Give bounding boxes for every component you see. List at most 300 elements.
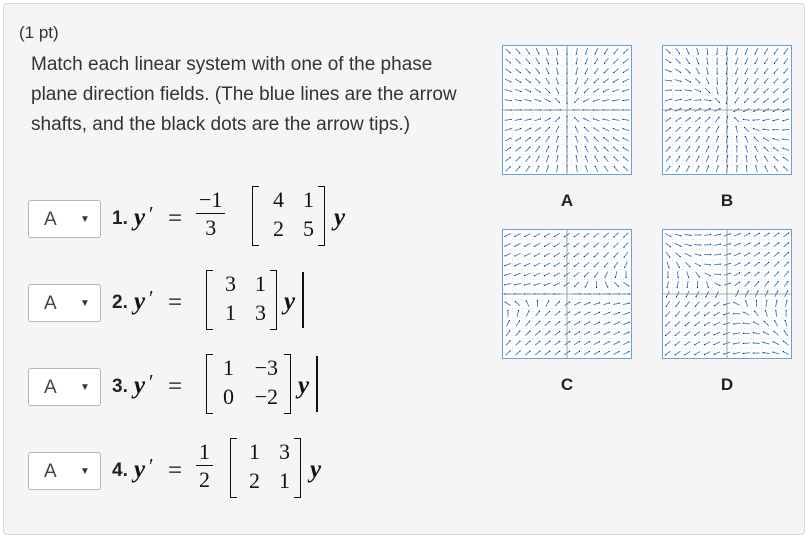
arrow-tip bbox=[576, 63, 577, 64]
arrow-tip bbox=[613, 91, 614, 92]
arrow-tip bbox=[530, 100, 531, 101]
arrow-tip bbox=[529, 350, 530, 351]
arrow-shaft bbox=[623, 322, 629, 324]
arrow-shaft bbox=[535, 89, 540, 93]
arrow-shaft bbox=[685, 262, 690, 267]
arrow-tip bbox=[699, 127, 700, 128]
arrow-shaft bbox=[784, 331, 788, 336]
arrow-shaft bbox=[614, 282, 619, 287]
arrow-shaft bbox=[546, 166, 548, 172]
arrow-tip bbox=[783, 157, 784, 158]
arrow-shaft bbox=[515, 273, 521, 275]
arrow-tip bbox=[579, 293, 580, 294]
arrow-tip bbox=[694, 315, 695, 316]
arrow-tip bbox=[684, 335, 685, 336]
arrow-tip bbox=[680, 127, 681, 128]
arrow-shaft bbox=[515, 233, 521, 236]
arrow-tip bbox=[783, 111, 784, 112]
arrow-tip bbox=[524, 293, 525, 294]
arrow-tip bbox=[510, 166, 511, 167]
arrow-tip bbox=[763, 101, 764, 102]
equals-sign: = bbox=[168, 457, 183, 484]
arrow-shaft bbox=[595, 272, 599, 277]
field-label-c: C bbox=[560, 375, 574, 394]
arrow-tip bbox=[510, 100, 511, 101]
arrow-tip bbox=[679, 166, 680, 167]
arrow-tip bbox=[569, 321, 570, 322]
arrow-shaft bbox=[774, 88, 779, 92]
arrow-tip bbox=[756, 300, 757, 301]
arrow-shaft bbox=[614, 233, 619, 237]
arrow-tip bbox=[585, 156, 586, 157]
arrow-shaft bbox=[623, 342, 629, 345]
arrow-shaft bbox=[764, 78, 768, 83]
arrow-shaft bbox=[714, 283, 720, 286]
arrow-shaft bbox=[716, 146, 718, 152]
arrow-tip bbox=[510, 72, 511, 73]
arrow-shaft bbox=[594, 78, 599, 83]
arrow-shaft bbox=[545, 321, 550, 325]
arrow-shaft bbox=[744, 272, 749, 276]
arrow-shaft bbox=[594, 342, 600, 345]
arrow-shaft bbox=[666, 147, 670, 152]
arrow-shaft bbox=[726, 156, 727, 162]
arrow-tip bbox=[680, 256, 681, 257]
arrow-tip bbox=[585, 63, 586, 64]
arrow-shaft bbox=[736, 48, 738, 54]
arrow-tip bbox=[755, 53, 756, 54]
arrow-shaft bbox=[604, 233, 609, 237]
arrow-tip bbox=[509, 340, 510, 341]
arrow-shaft bbox=[623, 332, 629, 335]
arrow-tip bbox=[774, 63, 775, 64]
arrow-shaft bbox=[613, 119, 619, 120]
arrow-shaft bbox=[613, 313, 619, 315]
arrow-tip bbox=[753, 128, 754, 129]
arrow-tip bbox=[698, 63, 699, 64]
arrow-shaft bbox=[623, 148, 628, 152]
arrow-tip bbox=[695, 306, 696, 307]
arrow-tip bbox=[709, 92, 710, 93]
arrow-shaft bbox=[753, 120, 759, 121]
arrow-tip bbox=[726, 103, 727, 104]
arrow-tip bbox=[743, 322, 744, 323]
arrow-tip bbox=[733, 333, 734, 334]
arrow-tip bbox=[584, 246, 585, 247]
arrow-tip bbox=[665, 354, 666, 355]
arrow-shaft bbox=[675, 331, 680, 335]
arrow-shaft bbox=[525, 243, 531, 246]
scalar-fraction bbox=[196, 438, 213, 493]
arrow-shaft bbox=[506, 167, 511, 172]
arrow-shaft bbox=[666, 49, 671, 54]
arrow-shaft bbox=[604, 138, 609, 142]
arrow-tip bbox=[727, 146, 728, 147]
arrow-shaft bbox=[754, 263, 759, 267]
arrow-shaft bbox=[696, 68, 699, 74]
arrow-shaft bbox=[773, 119, 779, 121]
arrow-tip bbox=[723, 344, 724, 345]
arrow-shaft bbox=[716, 87, 718, 93]
arrow-tip bbox=[540, 127, 541, 128]
arrow-shaft bbox=[545, 88, 550, 93]
arrow-tip bbox=[520, 350, 521, 351]
arrow-shaft bbox=[687, 281, 688, 287]
arrow-shaft bbox=[505, 157, 510, 161]
arrow-shaft bbox=[765, 58, 768, 63]
arrow-shaft bbox=[535, 321, 540, 326]
arrow-shaft bbox=[575, 98, 580, 103]
arrow-shaft bbox=[584, 332, 590, 335]
arrow-tip bbox=[666, 287, 667, 288]
arrow-shaft bbox=[766, 301, 767, 307]
arrow-shaft bbox=[516, 331, 520, 336]
arrow-shaft bbox=[675, 80, 681, 82]
arrow-tip bbox=[778, 271, 779, 272]
arrow-shaft bbox=[744, 127, 749, 132]
arrow-tip bbox=[710, 244, 711, 245]
arrow-shaft bbox=[675, 234, 681, 236]
arrow-shaft bbox=[554, 273, 560, 276]
arrow-tip bbox=[784, 53, 785, 54]
arrow-tip bbox=[540, 101, 541, 102]
arrow-shaft bbox=[763, 342, 769, 344]
arrow-tip bbox=[689, 127, 690, 128]
arrow-tip bbox=[729, 253, 730, 254]
arrow-tip bbox=[710, 234, 711, 235]
arrow-shaft bbox=[675, 321, 680, 325]
arrow-tip bbox=[729, 243, 730, 244]
arrow-tip bbox=[729, 263, 730, 264]
arrow-tip bbox=[675, 354, 676, 355]
arrow-shaft bbox=[584, 262, 589, 266]
arrow-tip bbox=[743, 343, 744, 344]
arrow-tip bbox=[629, 312, 630, 313]
arrow-tip bbox=[748, 281, 749, 282]
arrow-tip bbox=[569, 351, 570, 352]
arrow-tip bbox=[559, 351, 560, 352]
arrow-tip bbox=[594, 146, 595, 147]
arrow-tip bbox=[566, 63, 567, 64]
arrow-tip bbox=[544, 275, 545, 276]
arrow-tip bbox=[539, 137, 540, 138]
arrow-tip bbox=[504, 236, 505, 237]
arrow-shaft bbox=[705, 127, 709, 132]
arrow-tip bbox=[749, 272, 750, 273]
arrow-tip bbox=[699, 146, 700, 147]
chevron-down-icon: ▼ bbox=[80, 298, 90, 309]
matrix-cell: 2 bbox=[273, 216, 284, 241]
arrow-shaft bbox=[696, 156, 699, 162]
arrow-shaft bbox=[755, 48, 758, 54]
arrow-tip bbox=[754, 137, 755, 138]
arrow-shaft bbox=[734, 343, 740, 344]
arrow-tip bbox=[529, 72, 530, 73]
arrow-shaft bbox=[584, 253, 589, 257]
arrow-shaft bbox=[764, 253, 769, 257]
arrow-tip bbox=[623, 247, 624, 248]
arrow-tip bbox=[599, 302, 600, 303]
arrow-tip bbox=[566, 146, 567, 147]
arrow-tip bbox=[604, 166, 605, 167]
matrix-cell: 5 bbox=[303, 216, 314, 241]
arrow-shaft bbox=[726, 117, 727, 123]
arrow-tip bbox=[675, 315, 676, 316]
arrow-tip bbox=[609, 341, 610, 342]
matrix-bracket-left bbox=[252, 186, 259, 246]
matrix-cell: 1 bbox=[279, 468, 290, 493]
arrow-shaft bbox=[585, 78, 589, 83]
arrow-tip bbox=[539, 82, 540, 83]
arrow-tip bbox=[550, 101, 551, 102]
arrow-shaft bbox=[536, 166, 539, 172]
arrow-shaft bbox=[734, 352, 740, 353]
arrow-shaft bbox=[695, 263, 701, 266]
arrow-tip bbox=[763, 120, 764, 121]
arrow-tip bbox=[558, 93, 559, 94]
arrow-tip bbox=[603, 91, 604, 92]
arrow-tip bbox=[599, 341, 600, 342]
arrow-shaft bbox=[613, 342, 619, 345]
arrow-tip bbox=[745, 63, 746, 64]
arrow-shaft bbox=[505, 79, 511, 82]
matrix-cell: 0 bbox=[223, 384, 234, 409]
arrow-tip bbox=[559, 301, 560, 302]
arrow-tip bbox=[783, 92, 784, 93]
arrow-tip bbox=[624, 257, 625, 258]
arrow-tip bbox=[774, 320, 775, 321]
arrow-shaft bbox=[754, 98, 759, 102]
arrow-tip bbox=[603, 137, 604, 138]
arrow-tip bbox=[526, 300, 527, 301]
arrow-tip bbox=[569, 341, 570, 342]
arrow-shaft bbox=[603, 313, 609, 315]
arrow-tip bbox=[549, 92, 550, 93]
arrow-tip bbox=[623, 81, 624, 82]
arrow-tip bbox=[670, 62, 671, 63]
arrow-tip bbox=[768, 233, 769, 234]
arrow-shaft bbox=[594, 128, 599, 132]
arrow-tip bbox=[676, 296, 677, 297]
arrow-tip bbox=[723, 324, 724, 325]
arrow-tip bbox=[615, 277, 616, 278]
arrow-tip bbox=[534, 256, 535, 257]
arrow-tip bbox=[665, 335, 666, 336]
arrow-tip bbox=[593, 101, 594, 102]
arrow-tip bbox=[584, 92, 585, 93]
answer-dropdown-4[interactable] bbox=[28, 452, 101, 490]
arrow-tip bbox=[763, 342, 764, 343]
arrow-tip bbox=[564, 256, 565, 257]
arrow-tip bbox=[569, 311, 570, 312]
arrow-shaft bbox=[576, 77, 578, 83]
arrow-shaft bbox=[694, 100, 700, 101]
arrow-shaft bbox=[594, 262, 599, 267]
arrow-tip bbox=[589, 351, 590, 352]
arrow-shaft bbox=[544, 118, 550, 121]
arrow-tip bbox=[539, 311, 540, 312]
field-label-a: A bbox=[560, 191, 574, 210]
arrow-shaft bbox=[754, 243, 759, 246]
arrow-tip bbox=[557, 155, 558, 156]
arrow-tip bbox=[788, 232, 789, 233]
arrow-tip bbox=[788, 262, 789, 263]
arrow-tip bbox=[575, 146, 576, 147]
arrow-tip bbox=[753, 120, 754, 121]
arrow-tip bbox=[594, 137, 595, 138]
arrow-tip bbox=[718, 146, 719, 147]
arrow-tip bbox=[680, 108, 681, 109]
arrow-tip bbox=[514, 293, 515, 294]
arrow-shaft bbox=[706, 156, 709, 162]
arrow-shaft bbox=[586, 48, 588, 54]
matrix-cell: 3 bbox=[225, 271, 236, 296]
arrow-tip bbox=[604, 53, 605, 54]
arrow-tip bbox=[758, 262, 759, 263]
arrow-tip bbox=[784, 63, 785, 64]
prime-mark: ′ bbox=[149, 454, 154, 478]
arrow-tip bbox=[675, 325, 676, 326]
arrow-tip bbox=[723, 314, 724, 315]
arrow-tip bbox=[739, 262, 740, 263]
arrow-shaft bbox=[605, 48, 609, 53]
arrow-shaft bbox=[686, 166, 689, 172]
answer-dropdown-2[interactable] bbox=[28, 284, 101, 322]
arrow-shaft bbox=[545, 341, 550, 345]
arrow-shaft bbox=[704, 273, 710, 276]
arrow-tip bbox=[613, 246, 614, 247]
arrow-tip bbox=[604, 63, 605, 64]
arrow-tip bbox=[554, 246, 555, 247]
arrow-tip bbox=[574, 102, 575, 103]
arrow-shaft bbox=[665, 351, 670, 355]
arrow-tip bbox=[689, 63, 690, 64]
arrow-tip bbox=[628, 341, 629, 342]
arrow-tip bbox=[548, 63, 549, 64]
arrow-shaft bbox=[677, 271, 678, 277]
arrow-tip bbox=[514, 284, 515, 285]
answer-dropdown-1[interactable] bbox=[28, 200, 101, 238]
arrow-shaft bbox=[546, 48, 548, 54]
arrow-tip bbox=[566, 136, 567, 137]
arrow-tip bbox=[534, 285, 535, 286]
arrow-shaft bbox=[545, 233, 550, 236]
arrow-tip bbox=[777, 291, 778, 292]
arrow-shaft bbox=[785, 321, 787, 327]
arrow-shaft bbox=[614, 59, 619, 64]
arrow-tip bbox=[714, 354, 715, 355]
arrow-tip bbox=[566, 116, 567, 117]
arrow-tip bbox=[619, 331, 620, 332]
arrow-tip bbox=[618, 351, 619, 352]
arrow-shaft bbox=[526, 321, 530, 326]
arrow-shaft bbox=[604, 89, 610, 92]
arrow-shaft bbox=[613, 352, 619, 355]
arrow-shaft bbox=[726, 48, 727, 54]
arrow-tip bbox=[773, 111, 774, 112]
arrow-shaft bbox=[765, 166, 768, 172]
arrow-shaft bbox=[544, 273, 550, 276]
arrow-tip bbox=[603, 236, 604, 237]
arrow-shaft bbox=[557, 156, 558, 162]
arrow-tip bbox=[585, 73, 586, 74]
arrow-shaft bbox=[697, 48, 699, 54]
arrow-tip bbox=[544, 293, 545, 294]
arrow-shaft bbox=[557, 58, 558, 64]
arrow-shaft bbox=[574, 302, 580, 305]
arrow-tip bbox=[603, 246, 604, 247]
arrow-shaft bbox=[515, 119, 521, 120]
arrow-shaft bbox=[685, 311, 690, 316]
arrow-tip bbox=[700, 108, 701, 109]
arrow-tip bbox=[700, 234, 701, 235]
arrow-tip bbox=[613, 156, 614, 157]
arrow-shaft bbox=[555, 118, 560, 123]
arrow-tip bbox=[566, 83, 567, 84]
arrow-shaft bbox=[595, 58, 598, 63]
arrow-shaft bbox=[676, 166, 679, 171]
arrow-tip bbox=[687, 287, 688, 288]
arrow-tip bbox=[689, 156, 690, 157]
arrow-tip bbox=[524, 255, 525, 256]
arrow-tip bbox=[697, 287, 698, 288]
arrow-tip bbox=[726, 73, 727, 74]
arrow-shaft bbox=[705, 302, 710, 307]
arrow-tip bbox=[670, 108, 671, 109]
arrow-tip bbox=[665, 316, 666, 317]
arrow-tip bbox=[566, 54, 567, 55]
arrow-tip bbox=[575, 136, 576, 137]
arrow-tip bbox=[688, 277, 689, 278]
arrow-tip bbox=[763, 137, 764, 138]
arrow-shaft bbox=[623, 352, 629, 355]
arrow-tip bbox=[604, 277, 605, 278]
arrow-shaft bbox=[575, 118, 580, 123]
arrow-shaft bbox=[604, 352, 610, 355]
arrow-shaft bbox=[775, 321, 778, 327]
arrow-shaft bbox=[556, 77, 558, 83]
arrow-shaft bbox=[584, 118, 590, 121]
arrow-shaft bbox=[764, 98, 769, 102]
arrow-shaft bbox=[695, 118, 700, 122]
arrow-shaft bbox=[773, 342, 779, 345]
arrow-shaft bbox=[594, 119, 600, 121]
arrow-shaft bbox=[536, 311, 540, 316]
arrow-shaft bbox=[525, 283, 531, 285]
arrow-tip bbox=[670, 236, 671, 237]
answer-dropdown-3[interactable] bbox=[28, 368, 101, 406]
arrow-tip bbox=[735, 63, 736, 64]
arrow-tip bbox=[529, 340, 530, 341]
arrow-tip bbox=[519, 320, 520, 321]
arrow-shaft bbox=[525, 341, 530, 345]
arrow-tip bbox=[623, 157, 624, 158]
arrow-tip bbox=[519, 53, 520, 54]
arrow-shaft bbox=[675, 99, 681, 101]
arrow-shaft bbox=[696, 166, 699, 172]
arrow-tip bbox=[579, 312, 580, 313]
arrow-tip bbox=[704, 354, 705, 355]
arrow-shaft bbox=[784, 252, 789, 256]
arrow-shaft bbox=[575, 282, 580, 287]
arrow-shaft bbox=[556, 146, 558, 152]
arrow-tip bbox=[720, 234, 721, 235]
arrow-shaft bbox=[734, 234, 740, 236]
arrow-tip bbox=[603, 109, 604, 110]
arrow-shaft bbox=[695, 78, 700, 83]
arrow-tip bbox=[604, 147, 605, 148]
arrow-shaft bbox=[574, 243, 579, 247]
